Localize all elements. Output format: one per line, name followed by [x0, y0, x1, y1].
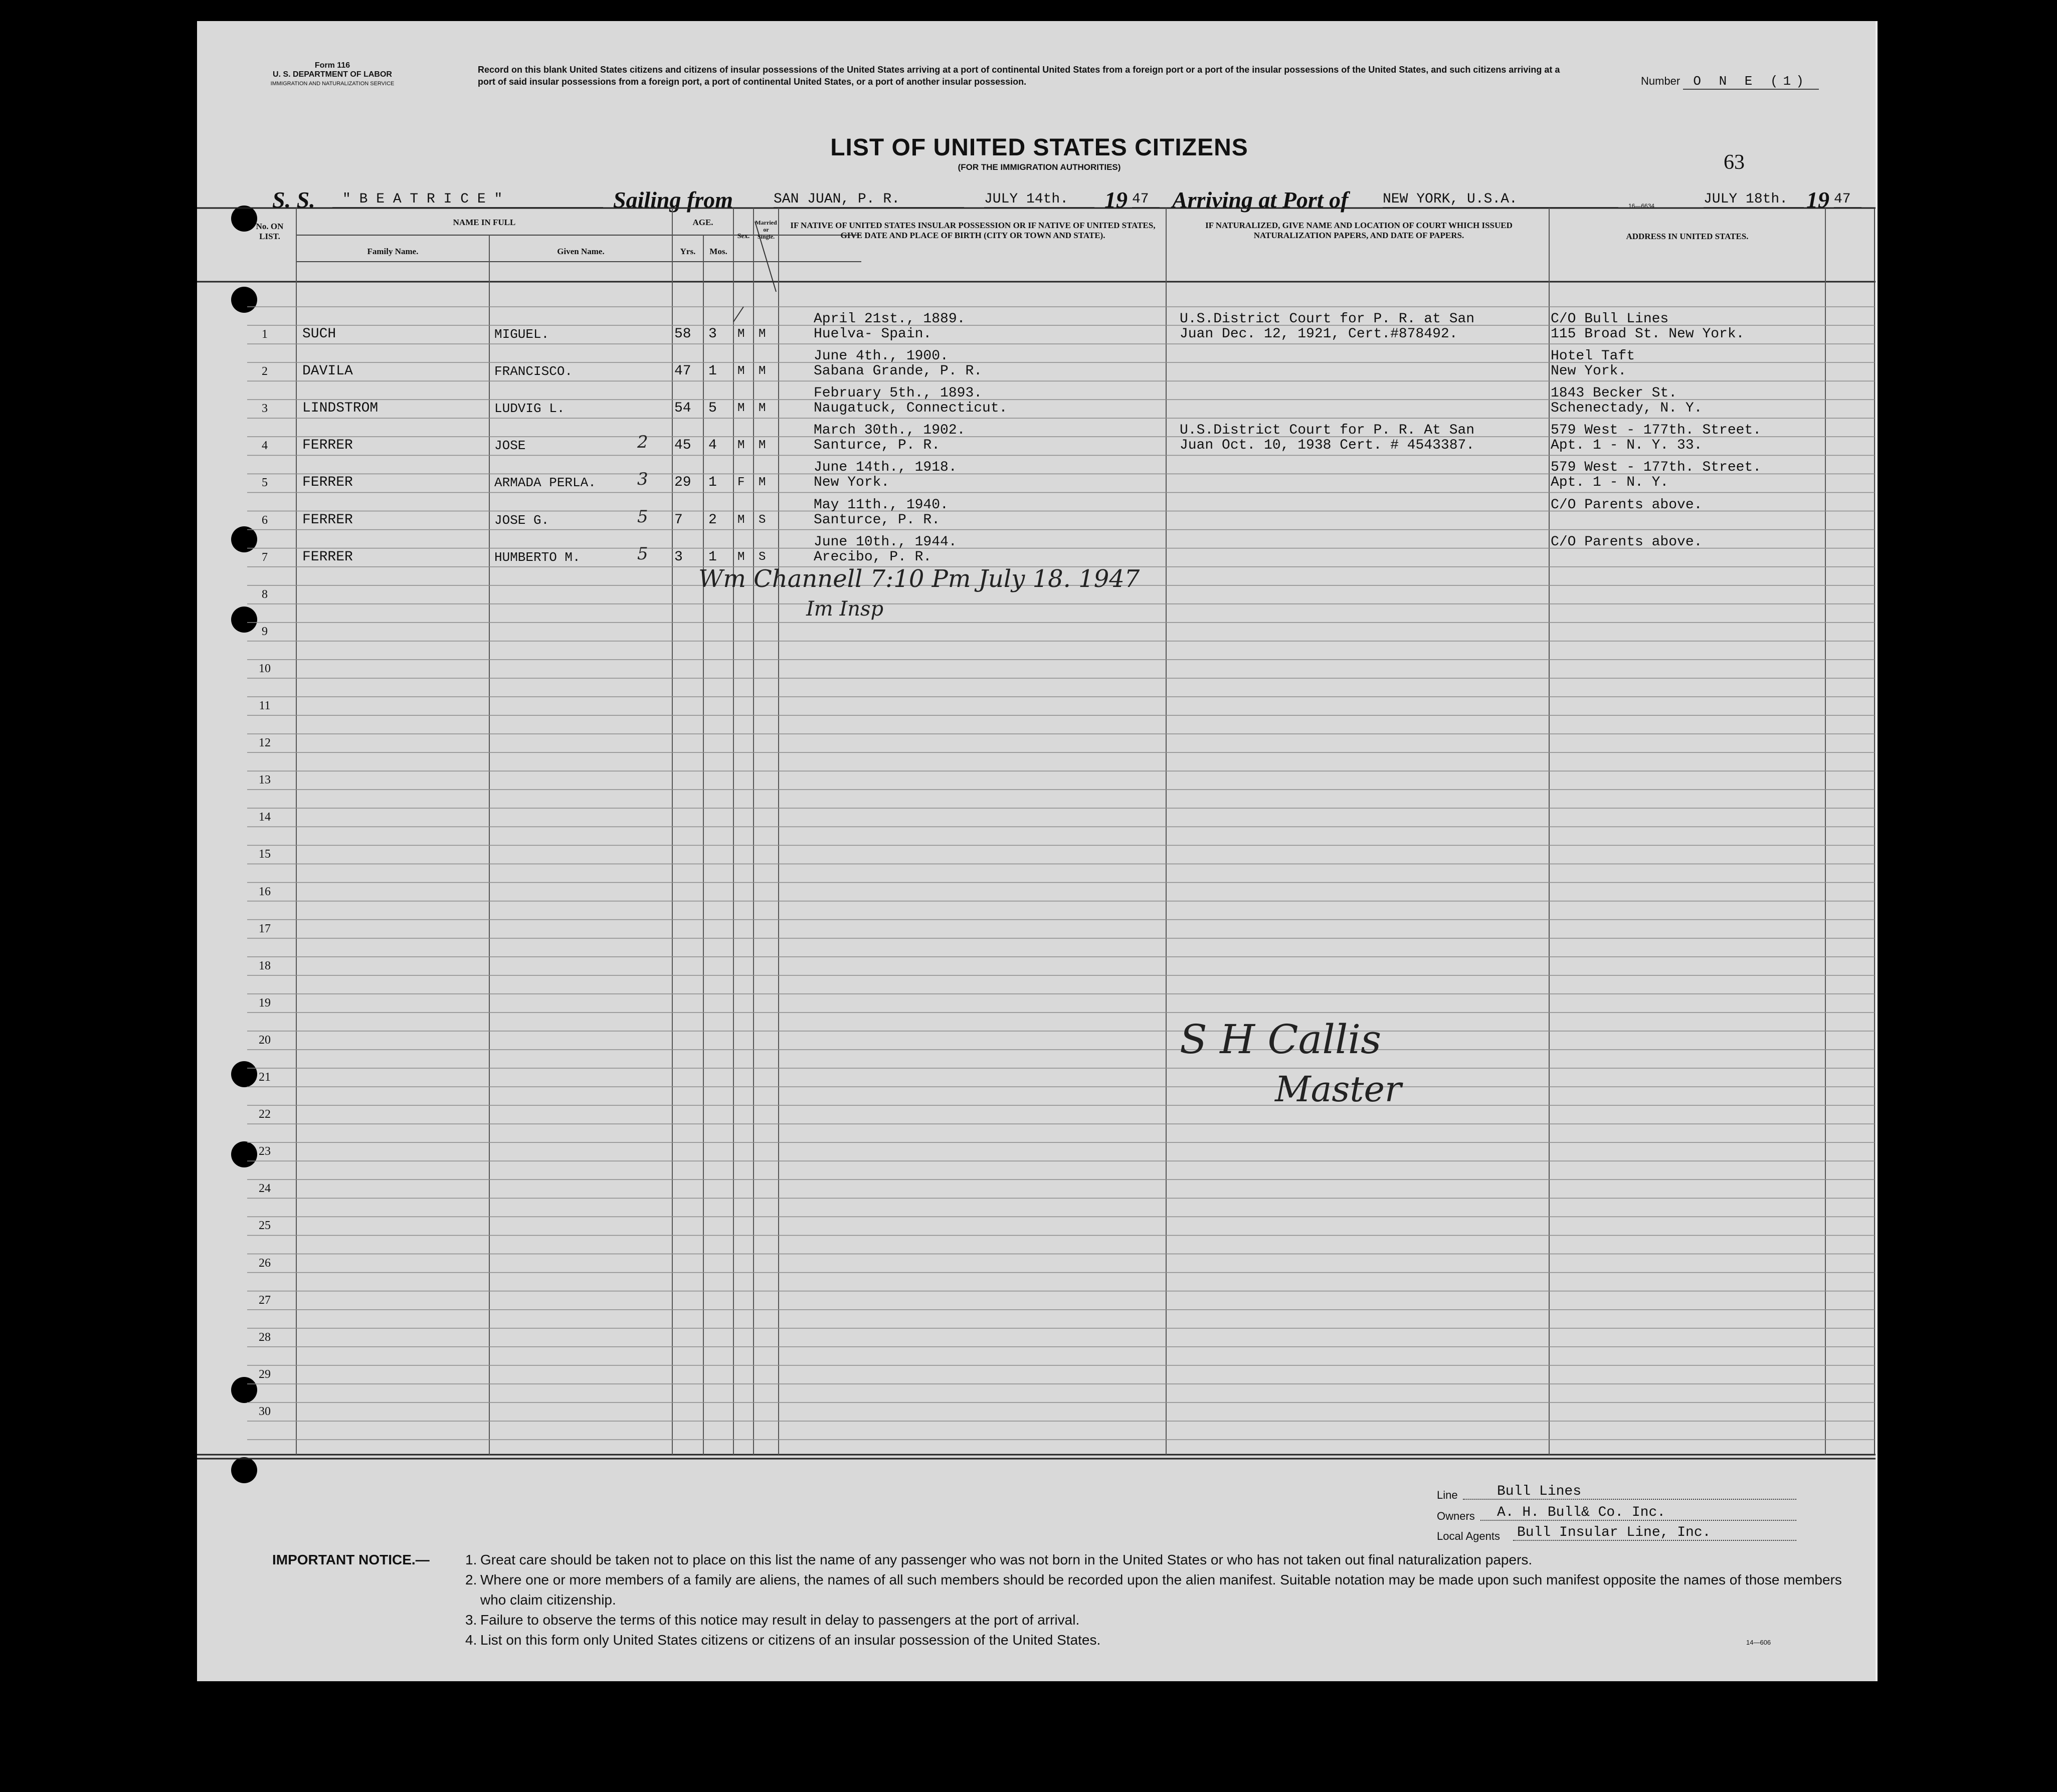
- row-number: 2: [262, 365, 268, 378]
- row-number: 11: [259, 699, 271, 712]
- age-months-cell: 5: [708, 401, 717, 417]
- owners-label: Owners: [1437, 1510, 1475, 1522]
- agents-underline: [1513, 1540, 1796, 1541]
- ship-name: " B E A T R I C E ": [332, 191, 603, 208]
- col-age-header: AGE.: [692, 218, 713, 227]
- row-number: 13: [259, 773, 271, 787]
- notice-item-text: Failure to observe the terms of this notice may result in delay to passengers at the port of arrival.: [480, 1612, 1080, 1628]
- sex-cell: M: [737, 327, 745, 341]
- agents-label: Local Agents: [1437, 1530, 1500, 1542]
- birth-place-cell: Huelva- Spain.: [814, 326, 932, 342]
- marital-cell: M: [759, 439, 766, 453]
- col-mos-header: Mos.: [709, 247, 727, 256]
- row-number: 10: [259, 662, 271, 675]
- address-line1-cell: 579 West - 177th. Street.: [1551, 460, 1762, 476]
- row-number: 1: [262, 328, 268, 341]
- row-number: 16: [259, 885, 271, 898]
- notice-item: [465, 1630, 1859, 1650]
- family-name-cell: LINDSTROM: [302, 401, 379, 417]
- notice-item-number: 4.: [465, 1632, 477, 1648]
- family-name-cell: DAVILA: [302, 363, 353, 379]
- age-years-cell: 7: [674, 512, 683, 528]
- notice-items: [465, 1550, 1859, 1650]
- col-no-header: No. ON LIST.: [256, 222, 284, 241]
- notice-item-number: 1.: [465, 1552, 477, 1567]
- court-cell: U.S.District Court for P. R. at San: [1180, 311, 1475, 327]
- row-number: 14: [259, 811, 271, 824]
- arriving-label: Arriving at Port of: [1172, 187, 1349, 213]
- page-number: 63: [1724, 151, 1745, 174]
- given-name-cell: HUMBERTO M.: [494, 549, 581, 565]
- row-number: 9: [262, 625, 268, 638]
- col-family-header: Family Name.: [367, 247, 419, 256]
- address-line1-cell: C/O Parents above.: [1551, 497, 1703, 513]
- address-line2-cell: 115 Broad St. New York.: [1551, 326, 1745, 342]
- notice-item: [465, 1550, 1859, 1570]
- line-label: Line: [1437, 1489, 1458, 1501]
- row-number: 17: [259, 922, 271, 935]
- birth-date-cell: June 4th., 1900.: [814, 348, 949, 364]
- family-name-cell: SUCH: [302, 326, 336, 342]
- row-number: 26: [259, 1256, 271, 1270]
- birth-date-cell: May 11th., 1940.: [814, 497, 949, 513]
- marital-cell: M: [759, 402, 766, 416]
- birth-date-cell: February 5th., 1893.: [814, 385, 983, 402]
- handwritten-mark: 2: [637, 432, 648, 453]
- handwritten-mark: 5: [637, 543, 648, 564]
- sex-cell: M: [737, 513, 745, 527]
- row-number: 22: [259, 1108, 271, 1121]
- sex-cell: M: [737, 550, 745, 564]
- family-name-cell: FERRER: [302, 512, 353, 528]
- row-number: 20: [259, 1033, 271, 1047]
- owners-underline: [1480, 1520, 1796, 1521]
- col-sex-header: Sex.: [737, 233, 750, 240]
- ss-label: S. S.: [272, 187, 315, 213]
- arrival-port: NEW YORK, U.S.A.: [1383, 191, 1618, 208]
- handwritten-mark: 3: [637, 469, 648, 490]
- given-name-cell: LUDVIG L.: [494, 401, 565, 417]
- row-number: 19: [259, 996, 271, 1010]
- row-number: 7: [262, 550, 268, 564]
- age-years-cell: 58: [674, 326, 691, 342]
- given-name-cell: FRANCISCO.: [494, 364, 573, 379]
- row-number: 24: [259, 1182, 271, 1196]
- notice-lead: IMPORTANT NOTICE.—: [272, 1552, 430, 1567]
- age-months-cell: 1: [708, 475, 717, 491]
- row-number: 3: [262, 402, 268, 416]
- number-value: O N E (1): [1683, 74, 1818, 90]
- row-number: 8: [262, 587, 268, 601]
- arrival-date: JULY 18th.: [1704, 191, 1804, 208]
- inspector-title: Im Insp: [806, 598, 884, 621]
- service-name: IMMIGRATION AND NATURALIZATION SERVICE: [270, 81, 395, 87]
- notice-item: [465, 1610, 1859, 1630]
- notice-item-text: List on this form only United States citizens or citizens of an insular possession of the United States.: [480, 1632, 1101, 1648]
- address-line1-cell: C/O Bull Lines: [1551, 311, 1669, 327]
- notice-item-number: 2.: [465, 1572, 477, 1587]
- master-signature: S H Callis: [1180, 1016, 1382, 1063]
- row-number: 18: [259, 959, 271, 972]
- marital-cell: M: [759, 476, 766, 490]
- manifest-sheet: [197, 21, 1878, 1681]
- col-married-header: Married or Single.: [755, 219, 777, 240]
- birth-date-cell: April 21st., 1889.: [814, 311, 966, 327]
- owners-field: [1437, 1505, 1666, 1523]
- notice-item-text: Where one or more members of a family are aliens, the names of all such members should be recorded upon the alien manifest. Suitable notation may be made upon such manifest opposite the names of those members who claim citizenship.: [480, 1572, 1842, 1608]
- sailing-date: JULY 14th.: [984, 191, 1094, 208]
- birth-place-cell: Santurce, P. R.: [814, 512, 941, 528]
- address-line2-cell: Schenectady, N. Y.: [1551, 401, 1703, 417]
- given-name-cell: MIGUEL.: [494, 327, 549, 342]
- sex-cell: M: [737, 364, 745, 378]
- print-code: 16—6634: [1628, 203, 1655, 210]
- given-name-cell: ARMADA PERLA.: [494, 475, 596, 491]
- given-name-cell: JOSE: [494, 438, 526, 454]
- age-months-cell: 1: [708, 363, 717, 379]
- age-months-cell: 2: [708, 512, 717, 528]
- address-line1-cell: C/O Parents above.: [1551, 534, 1703, 550]
- owners-value: A. H. Bull& Co. Inc.: [1497, 1505, 1666, 1520]
- record-instructions: Record on this blank United States citizens and citizens of insular possessions of the United States arriving at a port of continental United States from a foreign port or a port of the insular possessions of the United States, and such citizens arriving at a port of said insular possessions from a foreign port, a port of continental United States, or a port of another insular possession.: [478, 65, 1560, 87]
- address-line1-cell: 579 West - 177th. Street.: [1551, 423, 1762, 439]
- handwritten-mark: 5: [637, 506, 648, 527]
- given-name-cell: JOSE G.: [494, 512, 549, 528]
- birth-date-cell: June 14th., 1918.: [814, 460, 957, 476]
- punch-hole: [231, 1457, 257, 1483]
- row-number: 4: [262, 439, 268, 453]
- birth-place-cell: Santurce, P. R.: [814, 438, 941, 454]
- sex-cell: M: [737, 402, 745, 416]
- birth-date-cell: March 30th., 1902.: [814, 423, 966, 439]
- court-date-cell: Juan Oct. 10, 1938 Cert. # 4543387.: [1180, 438, 1475, 454]
- address-line2-cell: Apt. 1 - N. Y.: [1551, 475, 1669, 491]
- sailing-year-prefix: 19: [1104, 187, 1128, 213]
- row-number: 28: [259, 1330, 271, 1344]
- row-number: 29: [259, 1367, 271, 1381]
- marital-cell: S: [759, 550, 766, 564]
- arrival-year-prefix: 19: [1806, 187, 1829, 213]
- sex-cell: M: [737, 439, 745, 453]
- sex-cell: F: [737, 476, 745, 490]
- sailing-from-label: Sailing from: [613, 187, 733, 213]
- col-address-header: ADDRESS IN UNITED STATES.: [1626, 232, 1749, 241]
- age-years-cell: 45: [674, 438, 691, 454]
- agents-field: [1437, 1525, 1711, 1543]
- col-given-header: Given Name.: [557, 247, 605, 256]
- row-number: 6: [262, 513, 268, 527]
- family-name-cell: FERRER: [302, 475, 353, 491]
- notice-item: [465, 1570, 1859, 1610]
- line-value: Bull Lines: [1497, 1484, 1582, 1499]
- birth-place-cell: New York.: [814, 475, 890, 491]
- list-number-field: [1641, 74, 1819, 89]
- marital-cell: S: [759, 513, 766, 527]
- sailing-year: 47: [1132, 191, 1160, 208]
- row-number: 12: [259, 736, 271, 750]
- table-grid: [197, 21, 1876, 1681]
- col-birth-header: IF NATIVE OF UNITED STATES INSULAR POSSESSION OR IF NATIVE OF UNITED STATES, GIVE DATE AND PLACE OF BIRTH (CITY OR TOWN AND STATE).: [790, 221, 1156, 240]
- age-years-cell: 29: [674, 475, 691, 491]
- punch-hole: [231, 287, 257, 313]
- row-number: 23: [259, 1145, 271, 1158]
- master-title: Master: [1275, 1069, 1402, 1110]
- age-months-cell: 3: [708, 326, 717, 342]
- row-number: 21: [259, 1071, 271, 1084]
- age-years-cell: 54: [674, 401, 691, 417]
- document-title: LIST OF UNITED STATES CITIZENS: [830, 134, 1248, 161]
- address-line2-cell: New York.: [1551, 363, 1627, 379]
- department-name: U. S. DEPARTMENT OF LABOR: [273, 70, 392, 79]
- voyage-line: [272, 186, 1851, 217]
- birth-date-cell: June 10th., 1944.: [814, 534, 957, 550]
- age-years-cell: 3: [674, 549, 683, 565]
- address-line1-cell: Hotel Taft: [1551, 348, 1635, 364]
- age-months-cell: 4: [708, 438, 717, 454]
- inspector-note: Wm Channell 7:10 Pm July 18. 1947: [698, 565, 1140, 593]
- punch-hole: [231, 526, 257, 552]
- birth-place-cell: Naugatuck, Connecticut.: [814, 401, 1008, 417]
- col-name-header: NAME IN FULL: [453, 218, 516, 227]
- birth-place-cell: Sabana Grande, P. R.: [814, 363, 983, 379]
- row-number: 5: [262, 476, 268, 490]
- age-years-cell: 47: [674, 363, 691, 379]
- address-line2-cell: Apt. 1 - N. Y. 33.: [1551, 438, 1703, 454]
- notice-item-text: Great care should be taken not to place on this list the name of any passenger who was not born in the United States or who has not taken out final naturalization papers.: [480, 1552, 1533, 1567]
- notice-item-number: 3.: [465, 1612, 477, 1628]
- court-cell: U.S.District Court for P. R. At San: [1180, 423, 1475, 439]
- court-date-cell: Juan Dec. 12, 1921, Cert.#878492.: [1180, 326, 1458, 342]
- document-subtitle: (FOR THE IMMIGRATION AUTHORITIES): [958, 162, 1121, 172]
- row-number: 27: [259, 1293, 271, 1307]
- form-code: 14—606: [1746, 1639, 1771, 1646]
- line-field: [1437, 1484, 1582, 1502]
- sailing-from-port: SAN JUAN, P. R.: [774, 191, 964, 208]
- number-label: Number: [1641, 75, 1680, 87]
- row-number: 15: [259, 848, 271, 861]
- col-naturalized-header: IF NATURALIZED, GIVE NAME AND LOCATION OF COURT WHICH ISSUED NATURALIZATION PAPERS, AND DATE OF PAPERS.: [1205, 221, 1513, 240]
- address-line1-cell: 1843 Becker St.: [1551, 385, 1677, 402]
- row-number: 25: [259, 1219, 271, 1233]
- marital-cell: M: [759, 364, 766, 378]
- family-name-cell: FERRER: [302, 549, 353, 565]
- form-number: Form 116: [314, 61, 350, 70]
- arrival-year: 47: [1834, 191, 1861, 208]
- col-yrs-header: Yrs.: [680, 247, 696, 256]
- form-identifier: [247, 61, 418, 88]
- agents-value: Bull Insular Line, Inc.: [1517, 1525, 1711, 1540]
- line-underline: [1463, 1499, 1796, 1500]
- marital-cell: M: [759, 327, 766, 341]
- birth-place-cell: Arecibo, P. R.: [814, 549, 932, 565]
- row-number: 30: [259, 1405, 271, 1418]
- family-name-cell: FERRER: [302, 438, 353, 454]
- age-months-cell: 1: [708, 549, 717, 565]
